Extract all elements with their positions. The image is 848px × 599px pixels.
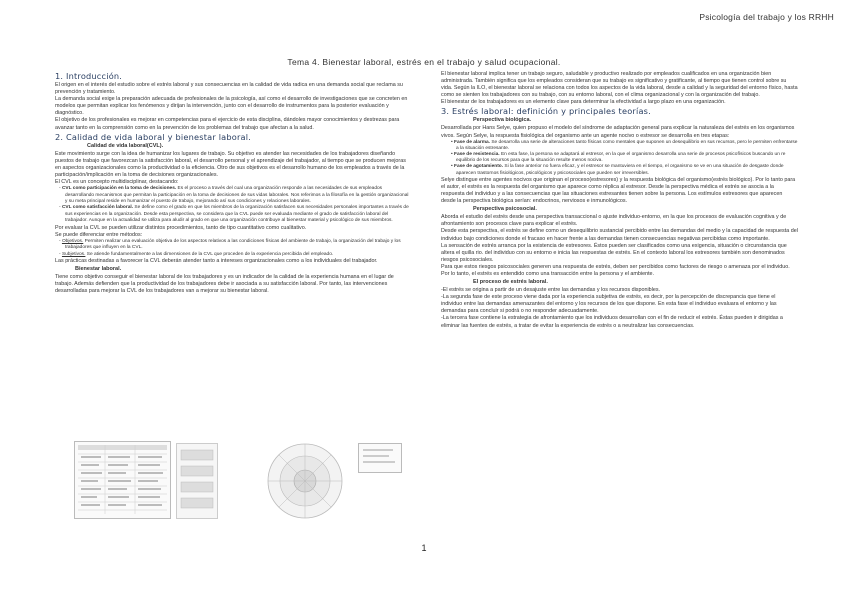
paragraph: Por evaluar la CVL se pueden utilizar distintos procedimientos, tanto de tipo cuantitativo como cualitativo. (55, 224, 307, 231)
list-item-text: Se define como el grado en que los miembros de la organización satisfacen sus necesidades personales importantes a través de sus experiencias en la organización. Desde esta perspectiva, se considera que la CVL puede ser evaluada mediante el grado de satisfacción laboral del trabajador. Aunque en la actualidad se utiliza para aludir al grado en que una organización contribuye al bienestar material y psicológico de sus miembros. (65, 205, 409, 224)
paragraph: El objetivo de los profesionales es mejorar en competencias para el ejercicio de esta disciplina, dándoles mayor conocimientos y destrezas para avanzar tanto en la comprensión como en la prevención de los problemas del trabajo que afectan a la salud. (55, 117, 400, 131)
list-item: • Fase de alarma. Se desarrolla una serie de alteraciones tanto físicas como mentales que suponen un desequilibrio en sus recursos, pero le permiten enfrentarse a la situación estresante. (451, 139, 798, 151)
paragraph: El CVL es un concepto multidisciplinar, destacando: (55, 179, 179, 186)
list-item: - CVL como satisfacción laboral. Se define como el grado en que los miembros de la organización satisfacen sus necesidades personales importantes a través de sus experiencias en la organización. Desde esta perspectiva, se considera que la CVL puede ser evaluada mediante el grado de satisfacción laboral del trabajador. Aunque en la actualidad se utiliza para aludir al grado en que una organización contribuye al bienestar material y psicológico de sus miembros. (59, 205, 409, 224)
table-figure-image (74, 441, 171, 519)
list-item-text: En esta fase, la persona se adaptará al estresor, en la que el organismo desarrolla una serie de procesos psicofísicos buscando un re equilibrio de los recursos para que la situación resulte menos nociva. (456, 152, 786, 164)
subheading-bienestar: Bienestar laboral. (75, 266, 122, 273)
subheading-cvl: Calidad de vida laboral(CVL). (87, 142, 164, 149)
list-item-text: Permiten realizar una evaluación objetiva de los aspectos relativos a las condiciones físicas del ambiente de trabajo, la organización del trabajo y los trabajadores que influyen en la CVL. (65, 238, 401, 251)
paragraph: Desde esta perspectiva, el estrés se define como un desequilibrio sustancial percibido entre las demandas del medio y la capacidad de respuesta del individuo bajo condiciones donde el fracaso en hacer frente a las demandas tienen consecuencias negativas percibidas como importante. (441, 228, 798, 242)
right-column (441, 71, 798, 330)
section-1-heading: 1. Introducción. (55, 71, 123, 81)
list-item: • Fase de agotamiento. Si la fase anterior no fuera eficaz, y el estresor se mantuviera en el tiempo, el organismo se ve en una situación de desgaste donde aparecen trastornos fisiológicos, psicológicos y psicosociales que pueden ser irreversibles. (451, 164, 784, 176)
paragraph: Para que estos riesgos psicosociales generen una respuesta de estrés, deben ser percibidos como factores de riesgo o amenaza por el individuo. Por lo tanto, el estrés es entendido como una transacción entre la persona y el ambiente. (441, 263, 790, 277)
figures-row (74, 441, 412, 519)
paragraph: La demanda social exige la preparación adecuada de profesionales de la psicología, así como el desarrollo de investigaciones que se concreten en modelos que permitan explicar los fenómenos y dirijan la intervención, junto con el desarrollo de instrumentos para la posterior evaluación y diagnóstico. (55, 96, 408, 117)
page-number: 1 (421, 543, 427, 553)
paragraph: La sensación de estrés arranca por la existencia de estresores. Éstos pueden ser clasificados como una exigencia, situación o circunstancia que altera el quilla rio. del individuo con su entorno e inicia las respuestas de estrés. En el contexto laboral los estresores también son denominados riesgos psicosociales. (441, 242, 787, 263)
list-item: - Objetivos. Permiten realizar una evaluación objetiva de los aspectos relativos a las condiciones físicas del ambiente de trabajo, la organización del trabajo y los trabajadores que influyen en la CVL. (59, 238, 401, 251)
paragraph: Desarrollada por Hans Selye, quien propuso el modelo del síndrome de adaptación general para explicar la naturaleza del estrés en los organismos vivos. Según Selye, la respuesta fisiológica del organismo ante un agente nocivo o estresor se desarrolla en tres etapas: (441, 125, 795, 139)
subheading-proceso-estres: El proceso de estrés laboral. (473, 279, 548, 286)
document-header-title: Psicología del trabajo y los RRHH (699, 12, 834, 22)
list-item-text: Si la fase anterior no fuera eficaz, y el estresor se mantuviera en el tiempo, el organismo se ve en una situación de desgaste donde aparecen trastornos fisiológicos, psicológicos y psicosociales que pueden ser irreversibles. (456, 164, 784, 176)
section-3-heading: 3. Estrés laboral: definición y principales teorías. (441, 106, 651, 117)
list-item: - Subjetivos. Se atiende fundamentalmente a las dimensiones de la CVL que proceden de la experiencia percibida del empleado. (59, 251, 334, 257)
paragraph: Aborda el estudio del estrés desde una perspectiva transaccional o ajuste individuo-entorno, en la que los procesos de evaluación cognitiva y de afrontamiento son procesos clave para explicar el estrés. (441, 214, 787, 228)
list-item-term: Fase de alarma. (454, 139, 491, 145)
list-item-term: Fase de resistencia. (454, 152, 500, 158)
methods-list (55, 239, 411, 258)
list-item-text: Es el proceso a través del cual una organización responde a las necesidades de sus empleados desarrollando mecanismos que permitan la participación en la toma de decisiones de sus vidas laborales. Nos referimos a la filosofía en la gestión organizacional y su meta principal reside en humanizar el puesto de trabajo, mejorando así sus condiciones y relaciones laborales. (65, 186, 409, 204)
diagram-figure-image (176, 443, 218, 519)
paragraph: -La tercera fase contiene la estrategia de afrontamiento que los individuos desarrollan con el fin de reducir el estrés. Éstas pueden ir dirigidas a eliminar las fuentes de estrés, a tratar de evitar la experiencia de estrés o a neutralizar las consecuencias. (441, 315, 783, 329)
section-2-heading: 2. Calidad de vida laboral y bienestar laboral. (55, 131, 252, 142)
list-item-text: Se desarrolla una serie de alteraciones tanto físicas como mentales que suponen un desequilibrio en sus recursos, pero le permiten enfrentarse a la situación estresante. (456, 139, 798, 151)
paragraph: -La segunda fase de este proceso viene dada por la experiencia subjetiva de estrés, es decir, por la percepción de discrepancia que tiene el individuo entre las demandas amenazantes del entorno y los recursos de los que dispone. En esta fase el individuo evaluara el entorno y las demandas para concluir si podrá o no responder adecuadamente. (441, 294, 777, 315)
paragraph: Selye distingue entre agentes nocivos que originan el proceso(estresores) y la respuesta biológica del organismo(estrés biológico). Por lo tanto para el autor, el estrés es la respuesta del organismo que aparece como réplica al estresor. Desde la perspectiva médica el estrés se asocia a la respuesta del individuo y a las consecuencias que las situaciones estresantes tienen sobre la persona. Los estímulos estresores que aparecen desde la perspectiva biológica serían: endocrinos, nerviosos e inmunológicos. (441, 176, 796, 205)
subheading-perspectiva-biologica: Perspectiva biológica. (473, 117, 532, 124)
list-item: - CVL como participación en la toma de decisiones. Es el proceso a través del cual una organización responde a las necesidades de sus empleados desarrollando mecanismos que permitan la participación en la toma de decisiones de sus vidas laborales. Nos referimos a la filosofía en la gestión organizacional y su meta principal reside en humanizar el puesto de trabajo, mejorando así sus condiciones y relaciones laborales. (59, 186, 409, 204)
list-item-term: CVL como participación en la toma de decisiones. (61, 186, 177, 192)
paragraph: Se puede diferenciar entre métodos: (55, 231, 143, 238)
left-column (55, 71, 411, 295)
cvl-list (55, 186, 411, 224)
paragraph: El bienestar laboral implica tener un trabajo seguro, saludable y productivo realizado por empleados cualificados en una organización bien administrada. También significa que los empleados consideran que su trabajo es significativo y gratificante, al tiempo que tienen control sobre su vida. Según la ILO, el bienestar laboral se relaciona con todos los aspectos de la vida laboral, desde a calidad y la seguridad del entorno físico, hasta como se sienten los trabajadores con su trabajo, con su entorno laboral, con el clima organizacional y con la organización del trabajo. (441, 71, 798, 99)
small-figure-image (358, 443, 402, 473)
list-item-term: Fase de agotamiento. (454, 164, 504, 170)
list-item-text: Se atiende fundamentalmente a las dimensiones de la CVL que proceden de la experiencia percibida del empleado. (85, 251, 334, 257)
list-item-term: CVL como satisfacción laboral. (61, 205, 134, 211)
list-item-term: Subjetivos. (61, 251, 86, 257)
phases-list (441, 140, 798, 177)
wheel-diagram-image (260, 441, 350, 521)
paragraph: El bienestar de los trabajadores es un elemento clave para determinar la efectividad a largo plazo en una organización. (441, 99, 726, 106)
paragraph: Este movimiento surge con la idea de humanizar los lugares de trabajo. Su objetivo es atender las necesidades de los trabajadores diseñando puestos de trabajo que favorezcan la satisfacción laboral, el desarrollo personal y el aprendizaje del trabajador, al tiempo que se producen mejoras en aspectos organizacionales como la productividad o la eficiencia. Otro de sus objetivos es el desarrollo humano de los empleados a través de la participación/implicación en la toma de decisiones organizacionales. (55, 150, 406, 178)
subheading-perspectiva-psicosocial: Perspectiva psicosocial. (473, 206, 537, 213)
paragraph: Las prácticas destinadas a favorecer la CVL deberán atender tanto a intereses organizacionales como a los individuales del trabajador. (55, 257, 378, 264)
list-item-term: Objetivos. (61, 238, 84, 244)
paragraph: Tiene como objetivo conseguir el bienestar laboral de los trabajadores y es un indicador de la calidad de la experiencia humana en el lugar de trabajo. Además defienden que la productividad de los trabajadores debe ir asociada a su satisfacción laboral. Por tanto, las intervenciones desarrolladas para mejorar la CVL de los trabajadores van a mejorar su bienestar laboral. (55, 274, 394, 295)
paragraph: El origen en el interés del estudio sobre el estrés laboral y sus consecuencias en la calidad de vida radica en una demanda social que reclama su prevención y tratamiento. (55, 82, 403, 96)
list-item: • Fase de resistencia. En esta fase, la persona se adaptará al estresor, en la que el organismo desarrolla una serie de procesos psicofísicos buscando un re equilibrio de los recursos para que la situación resulte menos nociva. (451, 152, 786, 164)
document-title: Tema 4. Bienestar laboral, estrés en el trabajo y salud ocupacional. (287, 57, 561, 67)
paragraph: -El estrés se origina a partir de un desajuste entre las demandas y los recursos disponibles. (441, 287, 661, 294)
